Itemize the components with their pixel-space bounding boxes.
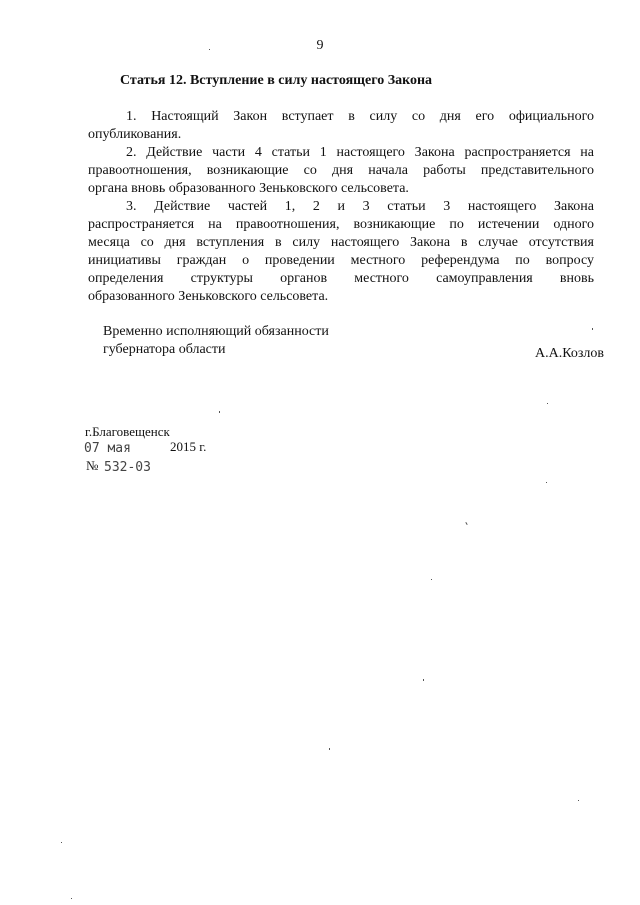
scan-speck xyxy=(547,403,548,404)
date-day-month: 07 мая xyxy=(84,441,131,456)
scan-speck xyxy=(592,328,593,330)
scan-speck xyxy=(578,800,579,801)
paragraph-line: 2. Действие части 4 статьи 1 настоящего Закона распространяется на xyxy=(126,145,594,160)
paragraph-line: органа вновь образованного Зеньковского сельсовета. xyxy=(88,181,409,196)
scan-speck xyxy=(465,522,467,525)
page-number: 9 xyxy=(316,38,324,53)
law-number: 532-03 xyxy=(104,460,151,475)
paragraph-line: инициативы граждан о проведении местного референдума по вопросу xyxy=(88,253,594,268)
paragraph-line: распространяется на правоотношения, возникающие по истечении одного xyxy=(88,217,594,232)
signatory-position-line1: Временно исполняющий обязанности xyxy=(103,324,329,339)
paragraph-line: определения структуры органов местного самоуправления вновь xyxy=(88,271,594,286)
scan-speck xyxy=(219,411,220,413)
place-of-signing: г.Благовещенск xyxy=(85,424,170,439)
date-year: 2015 г. xyxy=(170,439,207,454)
paragraph-line: опубликования. xyxy=(88,127,182,142)
scan-speck xyxy=(431,579,432,580)
paragraph-line: 3. Действие частей 1, 2 и 3 статьи 3 настоящего Закона xyxy=(126,199,594,214)
scan-speck xyxy=(209,49,210,50)
paragraph-line: 1. Настоящий Закон вступает в силу со дня его официального xyxy=(126,109,594,124)
scan-speck xyxy=(71,898,72,899)
signatory-position-line2: губернатора области xyxy=(103,342,226,357)
scan-speck xyxy=(61,842,62,843)
scan-speck xyxy=(329,748,330,750)
scan-speck xyxy=(546,482,547,483)
signatory-name: А.А.Козлов xyxy=(535,346,604,361)
paragraph-line: месяца со дня вступления в силу настоящего Закона в случае отсутствия xyxy=(88,235,594,250)
number-sign: № xyxy=(86,458,99,473)
paragraph-line: правоотношения, возникающие со дня начала работы представительного xyxy=(88,163,594,178)
paragraph-line: образованного Зеньковского сельсовета. xyxy=(88,289,329,304)
scan-speck xyxy=(423,679,424,681)
article-heading: Статья 12. Вступление в силу настоящего Закона xyxy=(120,73,433,88)
